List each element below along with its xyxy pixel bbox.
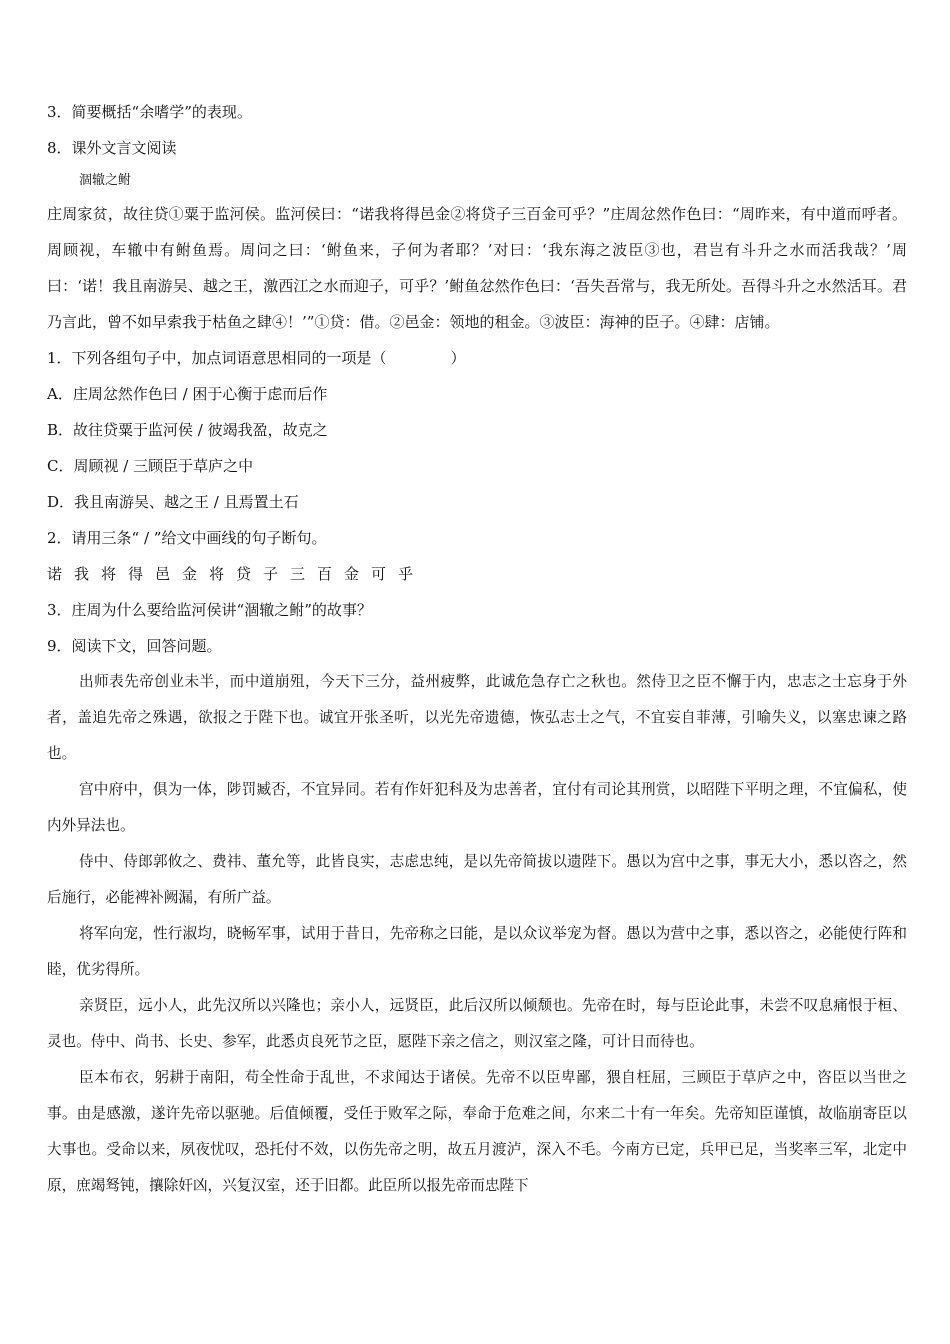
option-b: B．故往贷粟于监河侯 / 彼竭我盈，故克之 [47, 421, 328, 439]
passage-title: 涸辙之鲋 [79, 173, 132, 188]
sentence-to-punctuate: 诺我将得邑金将贷子三百金可乎 [47, 565, 426, 583]
chushibiao-paragraph-4: 将军向宠，性行淑均，晓畅军事，试用于昔日，先帝称之曰能，是以众议举宠为督。愚以为营中之事，悉以咨之，必能使行阵和睦，优劣得所。 [47, 925, 907, 978]
question-8-1-close: ） [450, 349, 466, 367]
chushibiao-paragraph-1: 出师表先帝创业未半，而中道崩殂，今天下三分，益州疲弊，此诚危急存亡之秋也。然侍卫之臣不懈于内，忠志之士忘身于外者，盖追先帝之殊遇，欲报之于陛下也。诚宜开张圣听，以光先帝遗德，恢弘志士之气，不宜妄自菲薄，引喻失义，以塞忠谏之路也。 [47, 673, 907, 762]
option-d: D．我且南游吴、越之王 / 且焉置土石 [47, 493, 299, 511]
option-c: C．周顾视 / 三顾臣于草庐之中 [47, 457, 254, 475]
question-8-heading: 8．课外文言文阅读 [47, 139, 177, 157]
chushibiao-paragraph-6: 臣本布衣，躬耕于南阳，苟全性命于乱世，不求闻达于诸侯。先帝不以臣卑鄙，猥自枉屈，三顾臣于草庐之中，咨臣以当世之事。由是感激，遂许先帝以驱驰。后值倾覆，受任于败军之际，奉命于危难之间，尔来二十有一年矣。先帝知臣谨慎，故临崩寄臣以大事也。受命以来，夙夜忧叹，恐托付不效，以伤先帝之明，故五月渡泸，深入不毛。今南方已定，兵甲已足，当奖率三军，北定中原，庶竭驽钝，攘除奸凶，兴复汉室，还于旧都。此臣所以报先帝而忠陛下 [47, 1069, 907, 1194]
question-9-heading: 9．阅读下文，回答问题。 [47, 637, 222, 655]
chushibiao-paragraph-3: 侍中、侍郎郭攸之、费祎、董允等，此皆良实，志虑忠纯，是以先帝简拔以遗陛下。愚以为宫中之事，事无大小，悉以咨之，然后施行，必能裨补阙漏，有所广益。 [47, 853, 907, 906]
document-page [47, 94, 907, 1204]
chushibiao-paragraph-2: 宫中府中，俱为一体，陟罚臧否，不宜异同。若有作奸犯科及为忠善者，宜付有司论其刑赏，以昭陛下平明之理，不宜偏私，使内外异法也。 [47, 781, 907, 834]
passage-text: 庄周家贫，故往贷①粟于监河侯。监河侯曰：“诺我将得邑金②将贷子三百金可乎？”庄周忿然作色曰：“周昨来，有中道而呼者。周顾视，车辙中有鲋鱼焉。周问之曰：‘鲋鱼来，子何为者耶？’对曰：‘我东海之波臣③也，君岂有斗升之水而活我哉？’周曰：‘诺！我且南游吴、越之王，激西江之水而迎子，可乎？’鲋鱼忿然作色曰：‘吾失吾常与，我无所处。吾得斗升之水然活耳。君乃言此，曾不如早索我于枯鱼之肆④！’”①贷：借。②邑金：领地的租金。③波臣：海神的臣子。④肆：店铺。 [47, 205, 907, 331]
question-8-2: 2．请用三条“ / ”给文中画线的句子断句。 [47, 529, 327, 547]
question-8-3: 3．庄周为什么要给监河侯讲“涸辙之鲋”的故事？ [47, 601, 372, 619]
question-3-prev: 3．简要概括“余嗜学”的表现。 [47, 103, 252, 121]
question-8-1-text: 1．下列各组句子中，加点词语意思相同的一项是（ [47, 349, 387, 367]
option-a: A．庄周忿然作色曰 / 困于心衡于虑而后作 [47, 385, 328, 403]
chushibiao-paragraph-5: 亲贤臣，远小人，此先汉所以兴隆也；亲小人，远贤臣，此后汉所以倾颓也。先帝在时，每与臣论此事，未尝不叹息痛恨于桓、灵也。侍中、尚书、长史、参军，此悉贞良死节之臣，愿陛下亲之信之，则汉室之隆，可计日而待也。 [47, 997, 907, 1050]
question-8-1 [47, 340, 907, 376]
